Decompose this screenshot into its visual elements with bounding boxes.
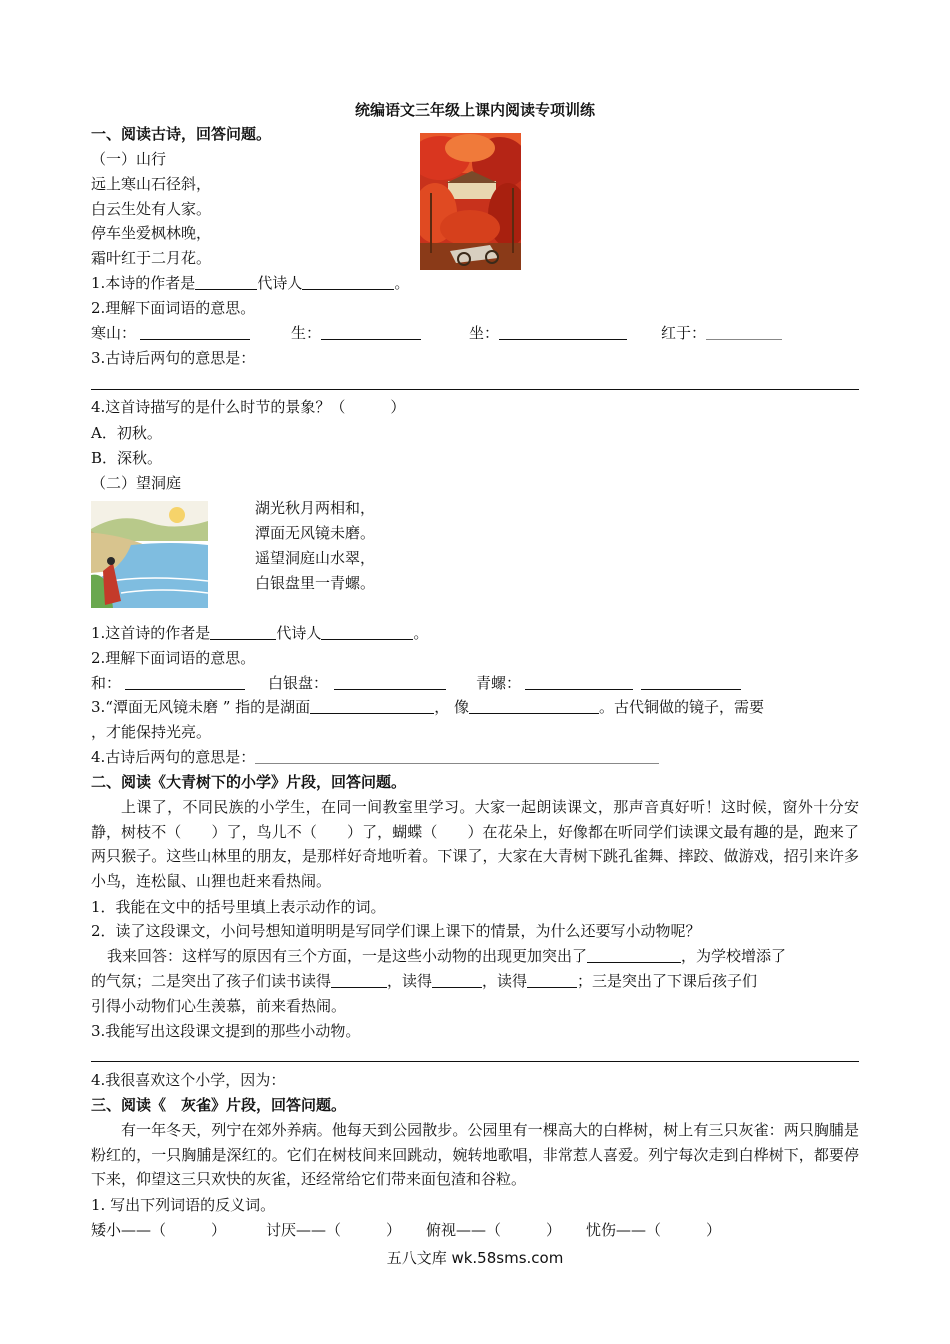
answer-blank[interactable] bbox=[302, 275, 394, 290]
poem2-label: （二）望洞庭 bbox=[91, 474, 182, 492]
question-3-3: 3.我能写出这段课文提到的那些小动物。 bbox=[91, 1022, 361, 1040]
answer-blank[interactable] bbox=[587, 948, 681, 963]
question-1-4: 4.这首诗描写的是什么时节的景象？（ ） bbox=[91, 398, 406, 416]
answer-blank[interactable] bbox=[706, 325, 782, 340]
antonym-item[interactable]: 俯视——（ ） bbox=[426, 1221, 562, 1239]
answer-blank[interactable] bbox=[334, 675, 446, 690]
answer-blank[interactable] bbox=[527, 973, 577, 988]
answer-blank[interactable] bbox=[432, 973, 482, 988]
answer-blank[interactable] bbox=[469, 699, 599, 714]
answer-line-2: 的气氛；二是突出了孩子们读书读得 ，读得 ，读得 ；三是突出了下课后孩子们 bbox=[91, 972, 758, 990]
poem1-label: （一）山行 bbox=[91, 150, 167, 168]
poem2-line: 遥望洞庭山水翠， bbox=[255, 549, 376, 567]
question-2-3-cont: ，才能保持光亮。 bbox=[91, 723, 212, 741]
section3-heading: 三、阅读《 灰雀》片段，回答问题。 bbox=[91, 1096, 347, 1114]
question-2-2: 2.理解下面词语的意思。 bbox=[91, 649, 256, 667]
answer-blank[interactable] bbox=[499, 325, 627, 340]
poem2-line: 潭面无风镜未磨。 bbox=[255, 524, 376, 542]
answer-line[interactable] bbox=[91, 1061, 859, 1062]
poem2-line: 湖光秋月两相和， bbox=[255, 499, 376, 517]
answer-blank[interactable] bbox=[321, 625, 413, 640]
answer-blank[interactable] bbox=[321, 325, 421, 340]
answer-blank[interactable] bbox=[140, 325, 250, 340]
question-3-2: 2．读了这段课文，小问号想知道明明是写同学们课上课下的情景，为什么还要写小动物呢？ bbox=[91, 922, 701, 940]
antonym-item[interactable]: 矮小——（ ） bbox=[91, 1221, 227, 1239]
poem1-line: 白云生处有人家。 bbox=[91, 200, 212, 218]
section2-heading: 二、阅读《大青树下的小学》片段，回答问题。 bbox=[91, 773, 407, 791]
word-hanshan: 寒山： bbox=[91, 323, 250, 343]
answer-blank[interactable] bbox=[210, 625, 276, 640]
question-1-3: 3.古诗后两句的意思是： bbox=[91, 349, 256, 367]
answer-line-1: 我来回答：这样写的原因有三个方面，一是这些小动物的出现更加突出了 ，为学校增添了 bbox=[107, 947, 787, 965]
poem2-line: 白银盘里一青螺。 bbox=[255, 574, 376, 592]
dongting-lake-illustration bbox=[91, 501, 208, 608]
passage-2: 上课了，不同民族的小学生，在同一间教室里学习。大家一起朗读课文，那声音真好听！这时候，窗外十分安静，树枝不（ ）了，鸟儿不（ ）了，蝴蝶（ ）在花朵上，好像都在听同学们读课文最有趣的是，跑来了两只猴子。这些山林里的朋友，是那样好奇地听着。下课了，大家在大青树下跳孔雀舞、摔跤、做游戏，招引来许多小鸟，连松鼠、山狸也赶来看热闹。 bbox=[91, 798, 859, 891]
footer-watermark: 五八文库 wk.58sms.com bbox=[386, 1249, 564, 1267]
answer-line-3: 引得小动物们心生羡慕，前来看热闹。 bbox=[91, 997, 347, 1015]
page-title: 统编语文三年级上课内阅读专项训练 bbox=[354, 101, 595, 119]
word-baiyinpan: 白银盘： bbox=[268, 673, 446, 693]
option-a: A．初秋。 bbox=[91, 424, 162, 442]
answer-blank[interactable] bbox=[195, 275, 257, 290]
option-b: B．深秋。 bbox=[91, 449, 163, 467]
word-zuo: 坐： bbox=[469, 323, 627, 343]
question-3-1: 1．我能在文中的括号里填上表示动作的词。 bbox=[91, 898, 386, 916]
question-1-1: 1.本诗的作者是 代诗人 。 bbox=[91, 274, 410, 292]
antonym-item[interactable]: 忧伤——（ ） bbox=[586, 1221, 722, 1239]
word-sheng: 生： bbox=[291, 323, 421, 343]
word-he: 和： bbox=[91, 673, 245, 693]
antonym-item[interactable]: 讨厌——（ ） bbox=[266, 1221, 402, 1239]
passage-3: 有一年冬天，列宁在郊外养病。他每天到公园散步。公园里有一棵高大的白桦树，树上有三只灰雀：两只胸脯是粉红的，一只胸脯是深红的。它们在树枝间来回跳动，婉转地歌唱，非常惹人喜爱。列宁每次走到白桦树下，都要停下来，仰望这三只欢快的灰雀，还经常给它们带来面包渣和谷粒。 bbox=[91, 1121, 859, 1189]
poem1-line: 停车坐爱枫林晚， bbox=[91, 224, 212, 242]
question-2-4: 4.古诗后两句的意思是： bbox=[91, 747, 659, 767]
question-4-1: 1. 写出下列词语的反义词。 bbox=[91, 1196, 276, 1214]
word-qingluo: 青螺： bbox=[476, 673, 741, 693]
section1-heading: 一、阅读古诗，回答问题。 bbox=[91, 125, 272, 143]
question-2-1: 1.这首诗的作者是 代诗人 。 bbox=[91, 624, 429, 642]
word-hongyu: 红于： bbox=[661, 323, 782, 343]
answer-blank[interactable] bbox=[525, 675, 633, 690]
question-1-2: 2.理解下面词语的意思。 bbox=[91, 299, 256, 317]
answer-blank[interactable] bbox=[641, 675, 741, 690]
answer-blank[interactable] bbox=[125, 675, 245, 690]
answer-blank[interactable] bbox=[310, 699, 434, 714]
question-2-3: 3.“潭面无风镜未磨 ” 指的是湖面 ， 像 。古代铜做的镜子，需要 bbox=[91, 698, 764, 716]
poem1-line: 远上寒山石径斜， bbox=[91, 175, 212, 193]
answer-blank[interactable] bbox=[255, 749, 659, 764]
maple-forest-illustration bbox=[420, 133, 521, 270]
answer-blank[interactable] bbox=[331, 973, 387, 988]
question-3-4: 4.我很喜欢这个小学，因为： bbox=[91, 1071, 286, 1089]
answer-line[interactable] bbox=[91, 389, 859, 390]
poem1-line: 霜叶红于二月花。 bbox=[91, 249, 212, 267]
